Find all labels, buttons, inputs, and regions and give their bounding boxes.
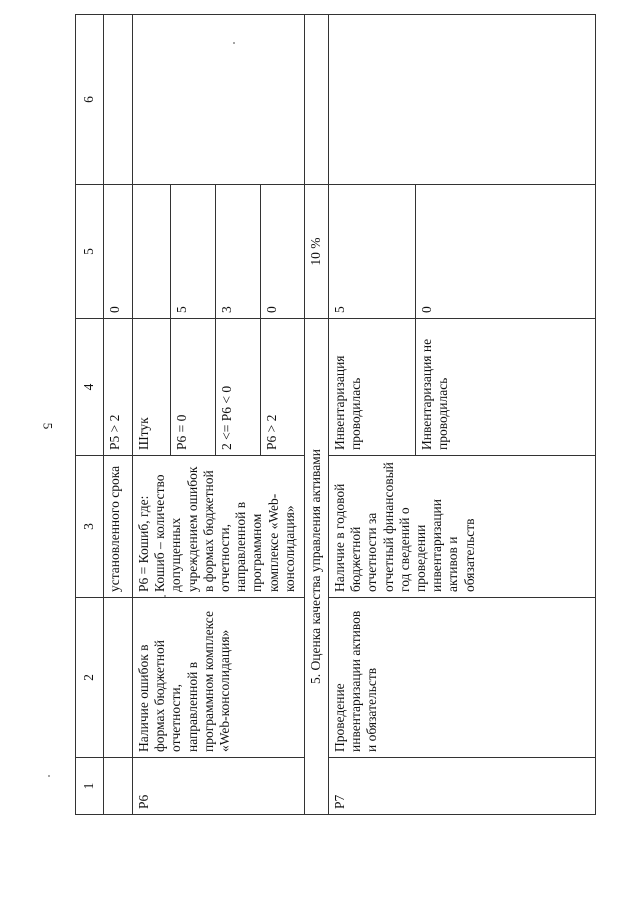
section-title: 5. Оценка качества управления активами — [305, 319, 329, 815]
p6-condition: P6 = 0 — [171, 319, 216, 456]
col-header-5: 5 — [76, 185, 104, 319]
p7-condition: Инвентаризация не проводилась — [416, 319, 596, 456]
p7-row — [329, 15, 416, 815]
p7-formula: Наличие в годовой бюджетной отчетности за отчетный финансовый год сведений о проведении инвентаризации активов и обязательств — [329, 456, 596, 598]
cont-deadline-text: установленного срока — [104, 456, 133, 598]
p6-formula: P6 = Кошиб, где: Кошиб – количество допущенных учреждением ошибок в формах бюджетной отчетности, направленной в программном комплексе «Web-консолидация» — [133, 456, 305, 598]
p6-unit-score — [133, 185, 171, 319]
p6-unit: Штук — [133, 319, 171, 456]
cont-cell-6 — [104, 15, 133, 185]
col-header-2: 2 — [76, 598, 104, 758]
page-number: 5 — [40, 422, 56, 430]
p6-name: Наличие ошибок в формах бюджетной отчетности, направленной в программном комплексе «Web-консолидация» — [133, 598, 305, 758]
header-row — [76, 15, 104, 815]
p7-condition: Инвентаризация проводилась — [329, 319, 416, 456]
col-header-1: 1 — [76, 758, 104, 815]
p6-condition: P6 > 2 — [261, 319, 305, 456]
p7-col6 — [329, 15, 596, 185]
section-col6 — [305, 15, 329, 185]
evaluation-table — [75, 14, 596, 815]
col-header-6: 6 — [76, 15, 104, 185]
section-row — [305, 15, 329, 815]
cont-cell-2 — [104, 598, 133, 758]
p6-condition: 2 <= P6 < 0 — [216, 319, 261, 456]
col-header-3: 3 — [76, 456, 104, 598]
p6-score: 3 — [216, 185, 261, 319]
rotated-table-container — [75, 15, 595, 815]
p7-name: Проведение инвентаризации активов и обязательств — [329, 598, 596, 758]
p7-score: 5 — [329, 185, 416, 319]
p6-unit-row — [133, 15, 171, 815]
p6-score: 0 — [261, 185, 305, 319]
col-header-4: 4 — [76, 319, 104, 456]
scan-speck — [48, 775, 50, 777]
section-weight: 10 % — [305, 185, 329, 319]
cont-cell-1 — [104, 758, 133, 815]
cont-condition: P5 > 2 — [104, 319, 133, 456]
cont-score: 0 — [104, 185, 133, 319]
p6-score: 5 — [171, 185, 216, 319]
continuation-row — [104, 15, 133, 815]
p6-code: P6 — [133, 758, 305, 815]
p7-code: P7 — [329, 758, 596, 815]
p7-score: 0 — [416, 185, 596, 319]
p6-col6 — [133, 15, 305, 185]
